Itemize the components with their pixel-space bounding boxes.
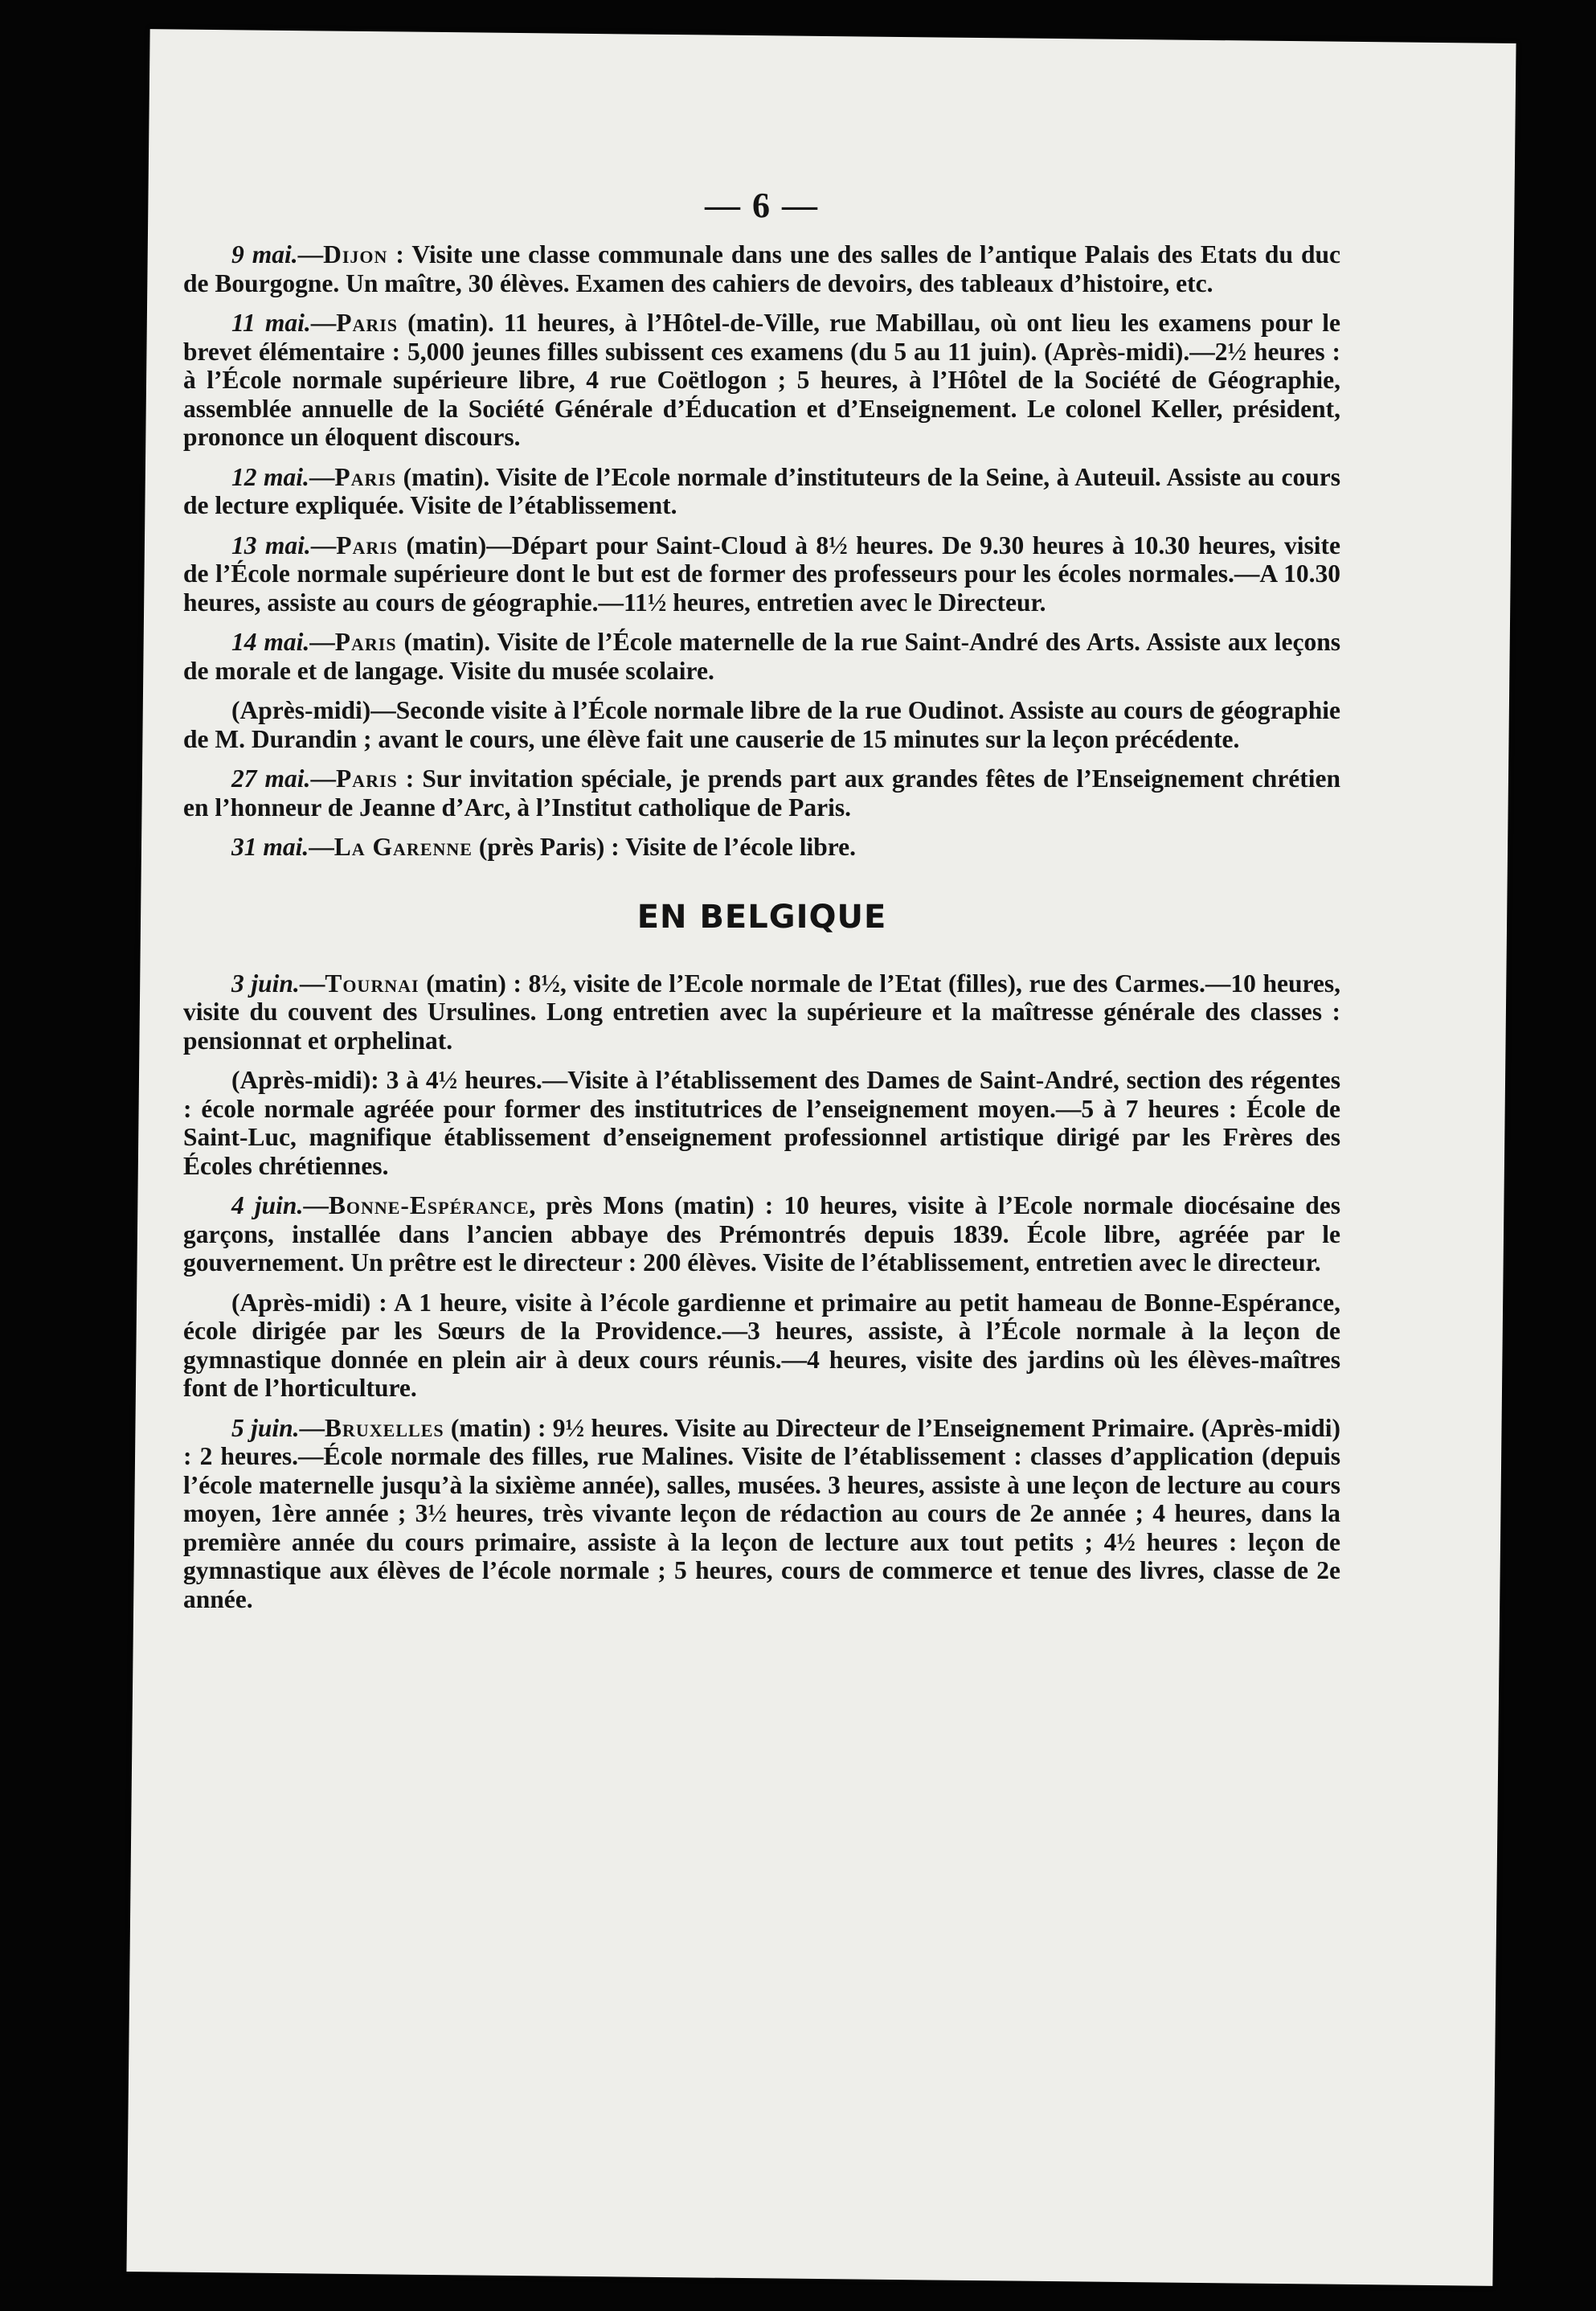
entry-text: (matin) : 9½ heures. Visite au Directeur de l’Enseignement Primaire. (Après-midi) : 2 heures.—École normale des filles, rue Malines. Visite de l’établissement : classes d’application (depuis l’école maternelle jusqu’à la sixième année), salles, musées. 3 heures, assiste à une leçon de lecture au cours moyen, 1ère année ; 3½ heures, très vivante leçon de rédaction au cours de 2e année ; 4 heures, dans la première année du cours primaire, assiste à la leçon de lecture aux tout petits ; 4½ heures : leçon de gymnastique aux élèves de l’école normale ; 5 heures, cours de commerce et tenue des livres, classe de 2e année.: [183, 1413, 1341, 1613]
entry-bruxelles: 5 juin.—Bruxelles (matin) : 9½ heures. Visite au Directeur de l’Enseignement Primaire. (Après-midi) : 2 heures.—École normale des filles, rue Malines. Visite de l’établissement : classes d’application (depuis l’école maternelle jusqu’à la sixième année), salles, musées. 3 heures, assiste à une leçon de lecture au cours moyen, 1ère année ; 3½ heures, très vivante leçon de rédaction au cours de 2e année ; 4 heures, dans la première année du cours primaire, assiste à la leçon de lecture aux tout petits ; 4½ heures : leçon de gymnastique aux élèves de l’école normale ; 5 heures, cours de commerce et tenue des livres, classe de 2e année.: [183, 1413, 1341, 1613]
entry-date: 4 juin.: [231, 1191, 304, 1219]
entry-text: : Visite une classe communale dans une des salles de l’antique Palais des Etats du duc de Bourgogne. Un maître, 30 élèves. Examen des cahiers de devoirs, des tableaux d’histoire, etc.: [183, 240, 1340, 297]
entry-14-mai-apres-midi: [183, 696, 1340, 753]
entry-paris-12-mai: 12 mai.—Paris (matin). Visite de l’Ecole normale d’instituteurs de la Seine, à Auteuil. Assiste au cours de lecture expliquée. Visite de l’établissement.: [183, 462, 1340, 519]
entry-place: Bonne-Espérance: [328, 1191, 530, 1219]
entry-paris-11-mai: 11 mai.—Paris (matin). 11 heures, à l’Hôtel-de-Ville, rue Mabillau, où ont lieu les examens pour le brevet élémentaire : 5,000 jeunes filles subissent ces examens (du 5 au 11 juin). (Après-midi).—2½ heures : à l’École normale supérieure libre, 4 rue Coëtlogon ; 5 heures, à l’Hôtel de la Société de Géographie, assemblée annuelle de la Société Générale d’Éducation et d’Enseignement. Le colonel Keller, président, prononce un éloquent discours.: [183, 309, 1340, 451]
entry-paris-13-mai: 13 mai.—Paris (matin)—Départ pour Saint-Cloud à 8½ heures. De 9.30 heures à 10.30 heures, visite de l’École normale supérieure dont le but est de former des professeurs pour les écoles normales.—A 10.30 heures, assiste au cours de géographie.—11½ heures, entretien avec le Directeur.: [183, 531, 1340, 617]
page-content: [183, 185, 1340, 1625]
entry-date: 12 mai.: [231, 462, 309, 491]
entry-place: Tournai: [325, 969, 419, 998]
france-entries: [183, 240, 1340, 862]
entry-text: (matin) : 8½, visite de l’Ecole normale de l’Etat (filles), rue des Carmes.—10 heures, visite du couvent des Ursulines. Long entretien avec la supérieure et la maîtresse générale des classes : pensionnat et orphelinat.: [183, 969, 1340, 1055]
entry-dijon: 9 mai.—Dijon : Visite une classe communale dans une des salles de l’antique Palais des Etats du duc de Bourgogne. Un maître, 30 élèves. Examen des cahiers de devoirs, des tableaux d’histoire, etc.: [183, 240, 1340, 297]
entry-la-garenne: 31 mai.—La Garenne (près Paris) : Visite de l’école libre.: [231, 833, 856, 861]
entry-text: (matin). 11 heures, à l’Hôtel-de-Ville, rue Mabillau, où ont lieu les examens pour le brevet élémentaire : 5,000 jeunes filles subissent ces examens (du 5 au 11 juin). (Après-midi).—2½ heures : à l’École normale supérieure libre, 4 rue Coëtlogon ; 5 heures, à l’Hôtel de la Société de Géographie, assemblée annuelle de la Société Générale d’Éducation et d’Enseignement. Le colonel Keller, président, prononce un éloquent discours.: [183, 309, 1340, 451]
entry-date: 13 mai.: [231, 531, 311, 559]
entry-text: : Sur invitation spéciale, je prends part aux grandes fêtes de l’Enseignement chrétien en l’honneur de Jeanne d’Arc, à l’Institut catholique de Paris.: [183, 764, 1340, 822]
entry-paris-14-mai: 14 mai.—Paris (matin). Visite de l’École maternelle de la rue Saint-André des Arts. Assiste aux leçons de morale et de langage. Visite du musée scolaire.: [183, 628, 1340, 685]
entry-text: (matin). Visite de l’Ecole normale d’instituteurs de la Seine, à Auteuil. Assiste au cours de lecture expliquée. Visite de l’établissement.: [183, 462, 1340, 519]
entry-place: Paris: [334, 628, 397, 656]
entry-text: (matin). Visite de l’École maternelle de la rue Saint-André des Arts. Assiste aux leçons de morale et de langage. Visite du musée scolaire.: [183, 628, 1340, 685]
belgium-entries: [183, 969, 1340, 1614]
entry-place: Paris: [336, 309, 399, 337]
entry-place: Paris: [336, 531, 399, 559]
entry-text: (Après-midi) : A 1 heure, visite à l’école gardienne et primaire au petit hameau de Bonne-Espérance, école dirigée par les Sœurs de la Providence.—3 heures, assiste, à l’École normale à la leçon de gymnastique donnée en plein air à deux cours réunis.—4 heures, visite des jardins où les élèves-maîtres font de l’horticulture.: [183, 1288, 1340, 1402]
entry-date: 27 mai.: [231, 764, 311, 793]
entry-text: , près Mons (matin) : 10 heures, visite à l’Ecole normale diocésaine des garçons, installée dans l’ancien abbaye des Prémontrés depuis 1839. École libre, agréée par le gouvernement. Un prêtre est le directeur : 200 élèves. Visite de l’établissement, entretien avec le directeur.: [183, 1191, 1341, 1276]
entry-tournai: 3 juin.—Tournai (matin) : 8½, visite de l’Ecole normale de l’Etat (filles), rue des Carmes.—10 heures, visite du couvent des Ursulines. Long entretien avec la supérieure et la maîtresse générale des classes : pensionnat et orphelinat.: [183, 969, 1340, 1055]
page-number: — 6 —: [705, 186, 819, 225]
entry-place: Bruxelles: [325, 1413, 444, 1442]
entry-text: (près Paris) : Visite de l’école libre.: [472, 833, 856, 861]
entry-place: La Garenne: [334, 833, 473, 861]
entry-date: 31 mai.: [231, 833, 309, 861]
entry-place: Paris: [334, 462, 397, 491]
entry-place: Paris: [335, 764, 398, 793]
entry-paris-27-mai: 27 mai.—Paris : Sur invitation spéciale, je prends part aux grandes fêtes de l’Enseignement chrétien en l’honneur de Jeanne d’Arc, à l’Institut catholique de Paris.: [183, 764, 1340, 822]
entry-text: (Après-midi): 3 à 4½ heures.—Visite à l’établissement des Dames de Saint-André, section des régentes : école normale agréée pour former des institutrices de l’enseignement moyen.—5 à 7 heures : École de Saint-Luc, magnifique établissement d’enseignement professionnel artistique dirigé par les Frères des Écoles chrétiennes.: [183, 1066, 1340, 1180]
section-title: EN BELGIQUE: [636, 898, 887, 936]
entry-bonne-esperance-apres-midi: [183, 1289, 1340, 1403]
entry-text: (Après-midi)—Seconde visite à l’École normale libre de la rue Oudinot. Assiste au cours de géographie de M. Durandin ; avant le cours, une élève fait une causerie de 15 minutes sur la leçon précédente.: [183, 696, 1340, 753]
entry-text: (matin)—Départ pour Saint-Cloud à 8½ heures. De 9.30 heures à 10.30 heures, visite de l’École normale supérieure dont le but est de former des professeurs pour les écoles normales.—A 10.30 heures, assiste au cours de géographie.—11½ heures, entretien avec le Directeur.: [183, 531, 1340, 617]
entry-date: 14 mai.: [231, 628, 310, 656]
entry-date: 9 mai.: [231, 240, 298, 268]
entry-date: 5 juin.: [231, 1413, 300, 1442]
entry-date: 3 juin.: [231, 969, 300, 998]
entry-bonne-esperance: 4 juin.—Bonne-Espérance, près Mons (matin) : 10 heures, visite à l’Ecole normale diocésaine des garçons, installée dans l’ancien abbaye des Prémontrés depuis 1839. École libre, agréée par le gouvernement. Un prêtre est le directeur : 200 élèves. Visite de l’établissement, entretien avec le directeur.: [183, 1191, 1341, 1276]
entry-tournai-apres-midi: [183, 1066, 1340, 1180]
entry-date: 11 mai.: [231, 309, 311, 337]
entry-place: Dijon: [323, 240, 388, 268]
